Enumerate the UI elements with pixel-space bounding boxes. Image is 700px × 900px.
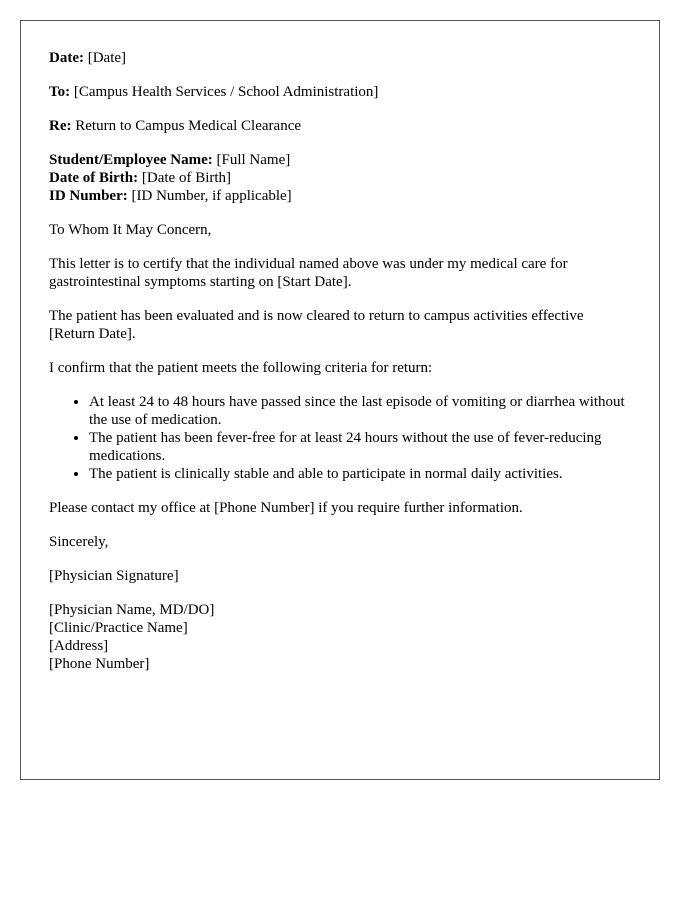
to-line [49, 83, 631, 101]
salutation: To Whom It May Concern, [49, 222, 212, 238]
name-line [49, 151, 631, 169]
re-label: Re: [49, 118, 72, 134]
contact-paragraph: Please contact my office at [Phone Number] if you require further information. [49, 500, 523, 516]
date-line [49, 49, 631, 67]
valediction: Sincerely, [49, 534, 109, 550]
date-label: Date: [49, 50, 84, 66]
physician-name: [Physician Name, MD/DO] [49, 602, 215, 618]
paragraph-clearance: The patient has been evaluated and is now cleared to return to campus activities effective [Return Date]. [49, 308, 584, 342]
criteria-item: • The patient has been fever-free for at least 24 hours without the use of fever-reducing medications. [89, 429, 631, 465]
criteria-item: • At least 24 to 48 hours have passed since the last episode of vomiting or diarrhea without the use of medication. [89, 393, 631, 429]
id-label: ID Number: [49, 188, 128, 204]
dob-label: Date of Birth: [49, 170, 139, 186]
name-label: Student/Employee Name: [49, 152, 213, 168]
physician-details [49, 601, 631, 673]
id-line [49, 187, 631, 205]
date-value: [Date] [87, 50, 127, 66]
paragraph-care: This letter is to certify that the individual named above was under my medical care for gastrointestinal symptoms starting on [Start Date]. [49, 256, 568, 290]
criteria-item: • The patient is clinically stable and able to participate in normal daily activities. [89, 465, 631, 483]
to-label: To: [49, 84, 71, 100]
clinic-name: [Clinic/Practice Name] [49, 620, 188, 636]
letter-page [20, 20, 660, 780]
dob-line [49, 169, 631, 187]
signature-placeholder: [Physician Signature] [49, 568, 179, 584]
criteria-intro: I confirm that the patient meets the following criteria for return: [49, 360, 433, 376]
clinic-address: [Address] [49, 638, 109, 654]
clinic-phone: [Phone Number] [49, 656, 150, 672]
dob-value: [Date of Birth] [141, 170, 232, 186]
criteria-list [49, 393, 631, 483]
name-value: [Full Name] [216, 152, 291, 168]
to-value: [Campus Health Services / School Administration] [73, 84, 379, 100]
re-value: Return to Campus Medical Clearance [75, 118, 302, 134]
re-line [49, 117, 631, 135]
id-value: [ID Number, if applicable] [131, 188, 292, 204]
subject-details [49, 151, 631, 205]
